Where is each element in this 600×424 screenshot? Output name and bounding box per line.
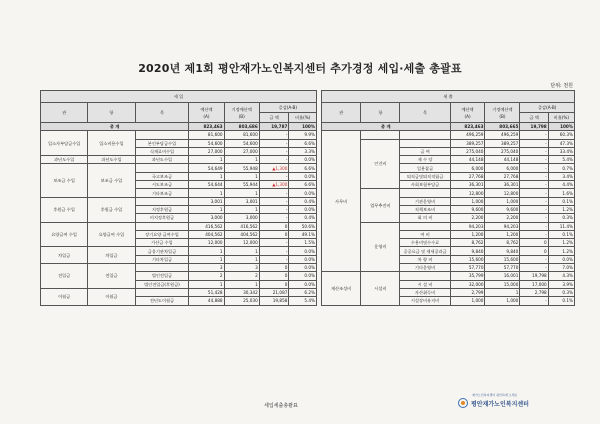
prev-budget-value: 1 [224, 247, 259, 255]
col-diff: 증감(A-B) [520, 103, 575, 113]
hang-cell: 운영비 [361, 222, 400, 272]
prev-budget-value: 1,000 [485, 197, 520, 205]
diff-ratio: 1.2% [548, 239, 574, 247]
budget-value: 823,463 [189, 123, 224, 131]
prev-budget-value: 1 [224, 156, 259, 164]
diff-ratio: 0.0% [289, 172, 317, 180]
prev-budget-value: 8,762 [485, 239, 520, 247]
prev-budget-value: 3,000 [224, 214, 259, 222]
diff-ratio: 0.1% [548, 297, 574, 305]
mok-cell [400, 189, 450, 197]
table-row [41, 164, 317, 172]
prev-budget-value: 57,770 [485, 264, 520, 272]
mok-cell: 자산취득비 [400, 288, 450, 296]
table-row [41, 131, 317, 139]
diff-ratio: 4.4% [548, 181, 574, 189]
diff-amount: - [259, 156, 289, 164]
table-row [322, 123, 575, 131]
mok-cell: 기관운영비 [400, 197, 450, 205]
prev-budget-value: 803,686 [224, 123, 259, 131]
budget-value: 9,600 [450, 205, 485, 213]
budget-value: 1 [189, 172, 224, 180]
hang-cell: 과년도수입 [88, 156, 135, 164]
kwan-cell: 요양급여 수입 [41, 222, 88, 247]
mok-cell: 장기요양 급여수입 [135, 230, 189, 238]
diff-ratio: 4.3% [548, 272, 574, 280]
budget-value: 2,200 [450, 214, 485, 222]
mok-cell: 제 수 당 [400, 156, 450, 164]
budget-value: 35,799 [450, 272, 485, 280]
mok-cell [400, 131, 450, 139]
diff-ratio: 9.9% [289, 131, 317, 139]
expenditure-section-header: 세 출 [322, 91, 575, 103]
diff-amount: - [520, 189, 548, 197]
prev-budget-value: 30,342 [224, 288, 259, 296]
mok-cell: 퇴직금및퇴직적립금 [400, 172, 450, 180]
diff-ratio: 11.4% [548, 222, 574, 230]
diff-ratio: 0.0% [289, 255, 317, 263]
diff-amount: - [520, 164, 548, 172]
hang-cell: 요양급여 수입 [88, 222, 135, 247]
diff-amount: - [520, 172, 548, 180]
diff-amount: 0 [259, 230, 289, 238]
budget-value: 6,000 [450, 164, 485, 172]
prev-budget-value: 12,000 [224, 239, 259, 247]
kwan-cell: 차입금 [41, 247, 88, 264]
prev-budget-value: 275,040 [485, 147, 520, 155]
org-logo [458, 393, 529, 408]
prev-budget-value: 55,944 [224, 181, 259, 189]
mok-cell: 시 설 비 [400, 280, 450, 288]
budget-value: 8,762 [450, 239, 485, 247]
budget-value: 12,800 [450, 189, 485, 197]
diff-ratio: 0.0% [289, 156, 317, 164]
prev-budget-value: 9,600 [485, 205, 520, 213]
kwan-cell: 후원금 수입 [41, 197, 88, 222]
expenditure-rows [322, 123, 575, 306]
prev-budget-value: 12,800 [485, 189, 520, 197]
diff-ratio: 0.0% [548, 255, 574, 263]
diff-amount: ▲1,300 [259, 164, 289, 172]
mok-cell: 가산금 수입 [135, 239, 189, 247]
table-row [41, 123, 317, 131]
diff-ratio: 5.4% [289, 297, 317, 305]
budget-value: 12,000 [189, 239, 224, 247]
col-amount: 금 액 [259, 113, 289, 123]
mok-cell: 시도보조금 [135, 181, 189, 189]
col-budget: 예산액 (A) [450, 103, 485, 123]
diff-ratio: 0.0% [289, 189, 317, 197]
mok-cell: 기타차입금 [135, 255, 189, 263]
budget-value: 57,770 [450, 264, 485, 272]
diff-amount: - [520, 197, 548, 205]
diff-ratio: 6.6% [289, 164, 317, 172]
kwan-cell: 전입금 [41, 264, 88, 289]
diff-ratio: 3.3% [289, 147, 317, 155]
diff-amount: - [259, 139, 289, 147]
mok-cell: 사회보험부담금 [400, 181, 450, 189]
budget-value: 1 [189, 280, 224, 288]
diff-amount: - [520, 264, 548, 272]
diff-amount: ▲1,300 [259, 181, 289, 189]
prev-budget-value: 15,000 [485, 280, 520, 288]
diff-ratio: 1.2% [548, 205, 574, 213]
kwan-cell: 재산조성비 [322, 272, 361, 305]
table-row [41, 264, 317, 272]
kwan-cell: 과년도수입 [41, 156, 88, 164]
diff-amount: - [259, 197, 289, 205]
prev-budget-value: 1 [485, 288, 520, 296]
table-row [41, 288, 317, 296]
diff-amount: - [259, 247, 289, 255]
kwan-cell: 보조금 수입 [41, 164, 88, 197]
mok-cell: 직책보조비 [400, 205, 450, 213]
diff-amount: - [520, 181, 548, 189]
prev-budget-value: 36,301 [485, 181, 520, 189]
budget-value: 44,148 [450, 156, 485, 164]
logo-name: 평안재가노인복지센터 [471, 400, 529, 408]
mok-cell [135, 131, 189, 139]
diff-ratio: 33.4% [548, 147, 574, 155]
prev-budget-value: 496,259 [485, 131, 520, 139]
mok-cell: 금융기관차입금 [135, 247, 189, 255]
col-kwan: 관 [322, 103, 361, 123]
prev-budget-value: 1 [224, 205, 259, 213]
prev-budget-value: 1,200 [485, 230, 520, 238]
diff-amount: 19,858 [259, 297, 289, 305]
diff-amount: - [520, 297, 548, 305]
budget-value: 2,799 [450, 288, 485, 296]
expenditure-table [321, 90, 575, 306]
diff-amount: 0 [259, 280, 289, 288]
prev-budget-value: 27,768 [485, 172, 520, 180]
diff-amount: - [520, 147, 548, 155]
hang-cell [361, 131, 400, 139]
budget-value: 54,649 [189, 164, 224, 172]
hang-cell: 시설비 [361, 272, 400, 305]
col-prev-budget: 기정예산액 (B) [224, 103, 259, 123]
budget-value: 1 [189, 189, 224, 197]
diff-ratio: 1.2% [548, 247, 574, 255]
prev-budget-value: 54,600 [224, 139, 259, 147]
unit-label: 단위: 천원 [550, 83, 573, 89]
mok-cell [400, 139, 450, 147]
mok-cell: 국고보조금 [135, 172, 189, 180]
col-ratio: 비율(%) [289, 113, 317, 123]
col-hang: 항 [88, 103, 135, 123]
prev-budget-value: 404,562 [224, 230, 259, 238]
diff-amount: 0 [520, 239, 548, 247]
prev-budget-value: 3 [224, 264, 259, 272]
budget-value: 496,259 [450, 131, 485, 139]
diff-ratio: 49.1% [289, 230, 317, 238]
diff-amount: - [520, 156, 548, 164]
page-title: 2020년 제1회 평안재가노인복지센터 추가경정 세입·세출 총괄표 [138, 62, 462, 75]
diff-ratio: 0.0% [289, 264, 317, 272]
budget-value: 1,000 [450, 297, 485, 305]
diff-ratio: 0.0% [289, 205, 317, 213]
mok-cell: 본인부담금수입 [135, 139, 189, 147]
prev-budget-value: 27,000 [224, 147, 259, 155]
diff-amount: - [259, 131, 289, 139]
prev-budget-value: 6,000 [485, 164, 520, 172]
mok-cell: 지정후원금 [135, 205, 189, 213]
diff-amount: 0 [259, 272, 289, 280]
diff-ratio: 1.6% [548, 189, 574, 197]
diff-amount: - [520, 131, 548, 139]
mok-cell [135, 264, 189, 272]
mok-cell: 급 여 [400, 147, 450, 155]
diff-ratio: 7.0% [548, 264, 574, 272]
col-diff: 증감(A-B) [259, 103, 316, 113]
mok-cell: 과년도수입 [135, 156, 189, 164]
diff-ratio: 0.1% [548, 197, 574, 205]
hang-cell: 후원금 수입 [88, 197, 135, 222]
col-ratio: 비율(%) [548, 113, 574, 123]
diff-ratio: 100% [548, 123, 574, 131]
prev-budget-value: 416,562 [224, 222, 259, 230]
diff-ratio: 3.4% [548, 172, 574, 180]
prev-budget-value: 1 [224, 255, 259, 263]
diff-ratio: 3.9% [548, 280, 574, 288]
mok-cell [135, 288, 189, 296]
hang-cell: 전입금 [88, 264, 135, 289]
prev-budget-value: 94,203 [485, 222, 520, 230]
budget-value: 416,562 [189, 222, 224, 230]
budget-value: 27,768 [450, 172, 485, 180]
diff-amount: - [520, 205, 548, 213]
diff-amount: - [259, 239, 289, 247]
hang-cell: 이월금 [88, 288, 135, 305]
budget-value: 32,000 [450, 280, 485, 288]
hang-cell: 업무추진비 [361, 189, 400, 222]
budget-value: 27,000 [189, 147, 224, 155]
mok-cell: 일용잡급 [400, 164, 450, 172]
table-row [41, 222, 317, 230]
diff-amount: 17,000 [520, 280, 548, 288]
mok-cell: 수용비및수수료 [400, 239, 450, 247]
budget-value: 1 [189, 156, 224, 164]
mok-cell [135, 164, 189, 172]
revenue-rows [41, 123, 317, 306]
diff-amount: - [259, 189, 289, 197]
mok-cell: 식재료비수입 [135, 147, 189, 155]
col-hang: 항 [361, 103, 400, 123]
logo-icon [458, 398, 468, 408]
budget-value: 3,000 [189, 214, 224, 222]
mok-cell: 여 비 [400, 230, 450, 238]
diff-ratio: 0.0% [289, 280, 317, 288]
prev-budget-value: 44,148 [485, 156, 520, 164]
table-row [41, 247, 317, 255]
mok-cell [135, 222, 189, 230]
prev-budget-value: 25,030 [224, 297, 259, 305]
budget-value: 9,840 [450, 247, 485, 255]
prev-budget-value: 3,001 [224, 197, 259, 205]
diff-amount: 0 [259, 222, 289, 230]
mok-cell: 법인전입금(후원금) [135, 280, 189, 288]
budget-value: 94,203 [450, 222, 485, 230]
diff-ratio: 0.3% [548, 288, 574, 296]
diff-ratio: 100% [289, 123, 317, 131]
budget-value: 2 [189, 272, 224, 280]
prev-budget-value: 803,665 [485, 123, 520, 131]
diff-ratio: 0.0% [289, 272, 317, 280]
prev-budget-value: 9,840 [485, 247, 520, 255]
diff-ratio: 5.4% [548, 156, 574, 164]
revenue-table [40, 90, 317, 306]
budget-value: 44,888 [189, 297, 224, 305]
diff-amount: 19,787 [259, 123, 289, 131]
budget-value: 1 [189, 247, 224, 255]
diff-ratio: 6.6% [289, 181, 317, 189]
budget-value: 51,428 [189, 288, 224, 296]
budget-value: 36,301 [450, 181, 485, 189]
diff-ratio: 6.6% [289, 139, 317, 147]
diff-amount: 0 [520, 247, 548, 255]
budget-value: 275,040 [450, 147, 485, 155]
prev-budget-value: 1,000 [485, 297, 520, 305]
budget-value: 404,562 [189, 230, 224, 238]
prev-budget-value: 55,948 [224, 164, 259, 172]
col-prev-budget: 기정예산액 (B) [485, 103, 520, 123]
table-row [322, 131, 575, 139]
diff-amount: 2,798 [520, 288, 548, 296]
diff-amount: - [259, 172, 289, 180]
diff-ratio: 6.2% [289, 288, 317, 296]
mok-cell: 비지정후원금 [135, 214, 189, 222]
prev-budget-value: 2,200 [485, 214, 520, 222]
budget-value: 54,644 [189, 181, 224, 189]
prev-budget-value: 16,001 [485, 272, 520, 280]
hang-cell: 입소비용수입 [88, 131, 135, 156]
col-mok: 목 [400, 103, 450, 123]
col-budget: 예산액 (A) [189, 103, 224, 123]
diff-amount: 0 [259, 264, 289, 272]
diff-amount: - [259, 147, 289, 155]
diff-ratio: 0.1% [548, 230, 574, 238]
kwan-cell: 사무비 [322, 131, 361, 272]
diff-ratio: 50.6% [289, 222, 317, 230]
diff-amount: - [520, 222, 548, 230]
diff-amount: 21,087 [259, 288, 289, 296]
diff-ratio: 0.3% [548, 214, 574, 222]
table-row [41, 156, 317, 164]
diff-amount: - [520, 139, 548, 147]
diff-ratio: 0.0% [289, 247, 317, 255]
hang-cell: 보조금 수입 [88, 164, 135, 197]
diff-amount: - [520, 214, 548, 222]
budget-value: 389,257 [450, 139, 485, 147]
mok-cell [400, 272, 450, 280]
hang-cell: 차입금 [88, 247, 135, 264]
budget-value: 3 [189, 264, 224, 272]
budget-value: 54,600 [189, 139, 224, 147]
footer-label: 세입세출총괄표 [264, 403, 298, 409]
diff-ratio: 47.3% [548, 139, 574, 147]
budget-value: 1,000 [450, 197, 485, 205]
budget-value: 1 [189, 255, 224, 263]
mok-cell: 전년도이월금 [135, 297, 189, 305]
prev-budget-value: 1 [224, 280, 259, 288]
row-label: 총 계 [322, 123, 451, 131]
budget-value: 15,600 [450, 255, 485, 263]
kwan-cell: 입소자부담금수입 [41, 131, 88, 156]
mok-cell: 법인전입금 [135, 272, 189, 280]
row-label: 총 계 [41, 123, 189, 131]
diff-amount: - [520, 230, 548, 238]
col-mok: 목 [135, 103, 189, 123]
diff-ratio: 0.4% [289, 197, 317, 205]
budget-value: 823,463 [450, 123, 485, 131]
prev-budget-value: 1 [224, 189, 259, 197]
mok-cell [135, 197, 189, 205]
mok-cell: 공공요금 및 제세공과금 [400, 247, 450, 255]
revenue-section-header: 세 입 [41, 91, 317, 103]
mok-cell: 차 량 비 [400, 255, 450, 263]
diff-amount: - [259, 205, 289, 213]
mok-cell: 기타운영비 [400, 264, 450, 272]
diff-amount: - [520, 255, 548, 263]
table-row [322, 272, 575, 280]
mok-cell: 회 의 비 [400, 214, 450, 222]
diff-amount: - [259, 214, 289, 222]
col-amount: 금 액 [520, 113, 548, 123]
prev-budget-value: 81,600 [224, 131, 259, 139]
mok-cell: 시설장비유지비 [400, 297, 450, 305]
budget-value: 1 [189, 205, 224, 213]
diff-amount: 19,798 [520, 272, 548, 280]
diff-ratio: 0.4% [289, 214, 317, 222]
diff-ratio: 1.5% [289, 239, 317, 247]
mok-cell: 기타보조금 [135, 189, 189, 197]
budget-value: 81,600 [189, 131, 224, 139]
diff-amount: - [259, 255, 289, 263]
hang-cell: 인건비 [361, 139, 400, 189]
prev-budget-value: 15,600 [485, 255, 520, 263]
budget-value: 3,001 [189, 197, 224, 205]
kwan-cell: 이월금 [41, 288, 88, 305]
logo-tagline: 재가노인복지센터 평안하게 오세요 [472, 393, 518, 397]
prev-budget-value: 389,257 [485, 139, 520, 147]
table-row [41, 197, 317, 205]
diff-amount: 19,798 [520, 123, 548, 131]
mok-cell [400, 222, 450, 230]
prev-budget-value: 2 [224, 272, 259, 280]
diff-ratio: 0.7% [548, 164, 574, 172]
budget-value: 1,200 [450, 230, 485, 238]
prev-budget-value: 1 [224, 172, 259, 180]
diff-ratio: 60.3% [548, 131, 574, 139]
col-kwan: 관 [41, 103, 88, 123]
